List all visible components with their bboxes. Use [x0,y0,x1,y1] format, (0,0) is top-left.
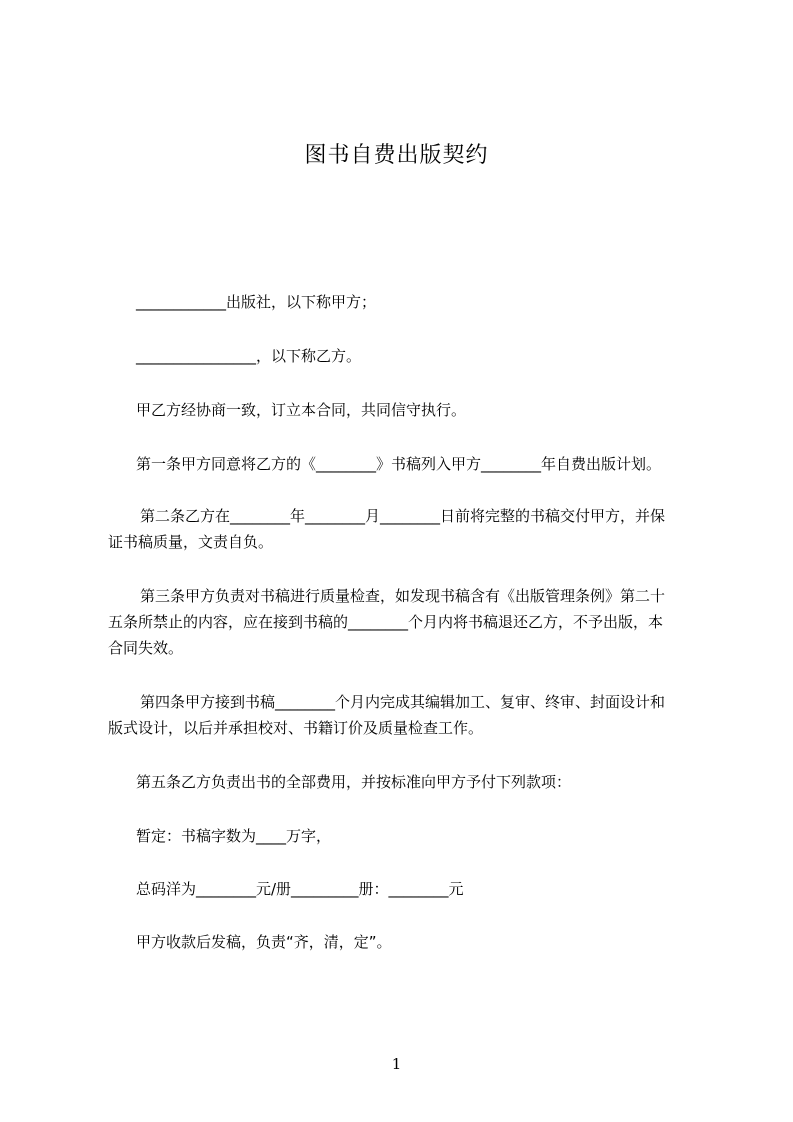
article-4-line-1: 第四条甲方接到书稿________个月内完成其编辑加工、复审、终审、封面设计和 [140,693,666,711]
payment-note-line: 甲方收款后发稿，负责“齐，清，定”。 [136,933,392,951]
article-3-line-3: 合同失效。 [108,639,184,657]
article-2-line-1: 第二条乙方在________年________月________日前将完整的书稿交付甲方，并保 [140,507,666,525]
party-a-line: ____________出版社，以下称甲方； [136,293,377,311]
article-3-line-1: 第三条甲方负责对书稿进行质量检查，如发现书稿含有《出版管理条例》第二十 [140,587,666,605]
page-number: 1 [391,1055,402,1073]
article-5-line: 第五条乙方负责出书的全部费用，并按标准向甲方予付下列款项： [136,773,572,791]
preamble-line: 甲乙方经协商一致，订立本合同，共同信守执行。 [136,401,467,419]
document-title: 图书自费出版契约 [304,143,489,168]
article-3-line-2: 五条所禁止的内容，应在接到书稿的________个月内将书稿退还乙方，不予出版，本 [108,613,664,631]
total-price-line: 总码洋为________元/册_________册：________元 [136,880,464,898]
article-2-line-2: 证书稿质量，文责自负。 [108,533,274,551]
party-b-line: ________________，以下称乙方。 [136,347,362,365]
article-4-line-2: 版式设计，以后并承担校对、书籍订价及质量检查工作。 [108,719,484,737]
word-count-line: 暂定：书稿字数为____万字， [136,827,332,845]
article-1-line: 第一条甲方同意将乙方的《________》书稿列入甲方________年自费出版计划。 [136,455,662,473]
